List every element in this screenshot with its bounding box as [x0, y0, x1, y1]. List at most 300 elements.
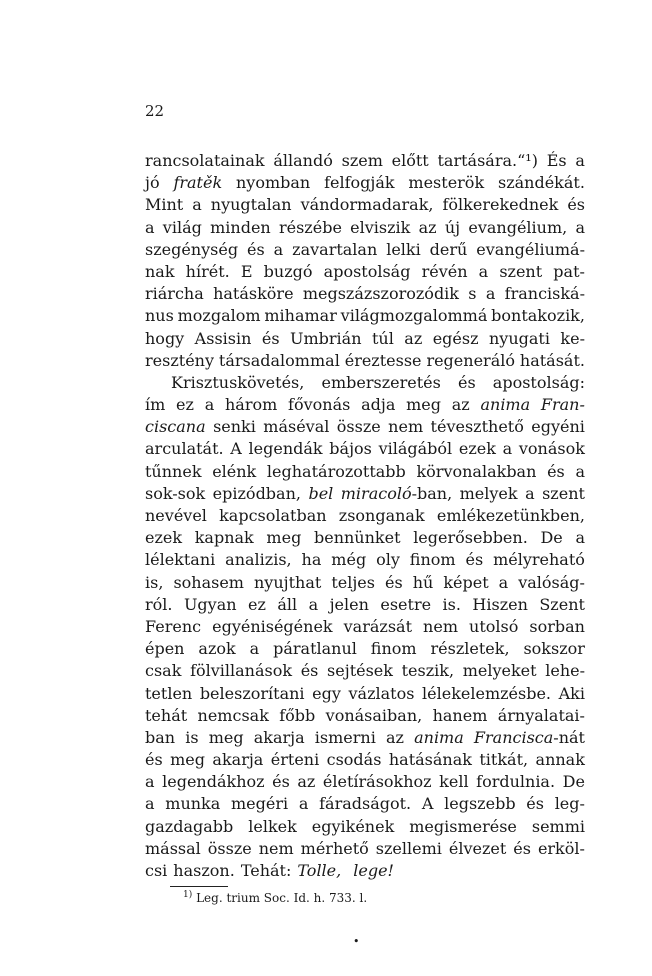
- word: [213, 416, 256, 438]
- word: [213, 483, 301, 505]
- word: [249, 438, 323, 460]
- word: [386, 727, 404, 749]
- word-part: a: [575, 461, 585, 481]
- word: [532, 816, 585, 838]
- word: [442, 194, 558, 216]
- word-part: fővonás: [288, 395, 351, 415]
- word-part: meg: [406, 395, 441, 415]
- word: [406, 394, 441, 416]
- word: [388, 416, 423, 438]
- word-part: Hiszen: [472, 594, 528, 614]
- word-part: a: [498, 572, 509, 592]
- word-part: jó: [145, 173, 160, 193]
- word-part: bel: [308, 483, 334, 503]
- word-part: miracoló: [340, 483, 412, 503]
- word-part: finom: [409, 550, 456, 570]
- word: [575, 461, 585, 483]
- word: [389, 749, 472, 771]
- word-part: és: [145, 750, 163, 770]
- word-part: nyugati: [488, 328, 550, 348]
- text-line: [145, 461, 585, 483]
- word: [372, 328, 394, 350]
- word: [433, 328, 479, 350]
- word: [264, 261, 313, 283]
- word-part: elénk: [212, 461, 257, 481]
- word-part: anima: [414, 727, 464, 747]
- word: [341, 305, 488, 327]
- word: [299, 793, 309, 815]
- word: [422, 683, 551, 705]
- text-line: [145, 549, 585, 571]
- word: [225, 394, 277, 416]
- word: [443, 594, 461, 616]
- word: [165, 793, 220, 815]
- word-part: elviszik: [350, 217, 411, 237]
- word-part: új: [444, 217, 461, 237]
- footnote-text: Leg. trium Soc. Id. h. 733. l.: [196, 891, 368, 905]
- word: [236, 172, 310, 194]
- word: [312, 683, 341, 705]
- word: [423, 616, 458, 638]
- word-part: pat-: [553, 261, 585, 281]
- word-part: lelki: [386, 239, 421, 259]
- word: [563, 771, 585, 793]
- word-part: arculatát.: [145, 439, 224, 459]
- word-part: -ban,: [411, 483, 453, 503]
- word: [531, 416, 585, 438]
- word: [327, 660, 393, 682]
- text-line: [145, 572, 585, 594]
- word-part: életírásokhoz: [322, 772, 432, 792]
- word: [267, 461, 406, 483]
- word: [145, 771, 155, 793]
- word: [505, 283, 585, 305]
- word-part: riárcha: [145, 284, 204, 304]
- word: [312, 816, 395, 838]
- word: [192, 194, 202, 216]
- word-part: társadalommal: [218, 350, 340, 370]
- word-part: sokszor: [523, 639, 585, 659]
- word-part: regeneráló: [426, 350, 515, 370]
- word: [499, 261, 542, 283]
- word: [499, 572, 509, 594]
- word: [560, 328, 585, 350]
- word: [545, 660, 585, 682]
- word: [225, 549, 291, 571]
- word: [575, 527, 585, 549]
- text-line: [145, 727, 585, 749]
- word: [210, 217, 271, 239]
- word-part: és: [465, 550, 484, 570]
- word: [273, 638, 357, 660]
- word-part: össze: [207, 838, 252, 858]
- word-part: evangéliumá-: [476, 239, 585, 259]
- word-part: melyek: [459, 483, 518, 503]
- word: [309, 594, 319, 616]
- word: [301, 838, 369, 860]
- word: [301, 194, 434, 216]
- word-part: leghatározottabb: [266, 461, 406, 481]
- word: [145, 150, 265, 172]
- word: [459, 438, 496, 460]
- word-part: világmozgalommá: [340, 306, 488, 326]
- word: [518, 572, 585, 594]
- word: [219, 350, 340, 372]
- word-part: felfogják: [324, 173, 395, 193]
- word: [262, 328, 280, 350]
- word: [468, 283, 476, 305]
- word-part: lélektani: [145, 550, 216, 570]
- word: [409, 816, 517, 838]
- word: [520, 350, 585, 372]
- word-part: hatásának: [388, 750, 472, 770]
- word-part: a: [298, 794, 309, 814]
- word: [145, 305, 174, 327]
- word-part: Ugyan: [183, 594, 237, 614]
- word: [190, 660, 292, 682]
- word-part: ismerni: [314, 727, 376, 747]
- word-part: sok-sok: [145, 483, 206, 503]
- word-part: lelkek: [248, 816, 297, 836]
- word: [301, 660, 319, 682]
- word-part: franciská-: [504, 284, 585, 304]
- word: [376, 838, 442, 860]
- text-line: [145, 838, 585, 860]
- word-part: az: [418, 217, 437, 237]
- word: [273, 150, 333, 172]
- word-part: apostolság:: [492, 372, 585, 392]
- text-line: [145, 217, 585, 239]
- word-part: a: [192, 195, 202, 215]
- word-part: kell: [439, 772, 469, 792]
- word-part: analizis,: [225, 550, 292, 570]
- word: [414, 727, 464, 749]
- word-part: szent: [542, 483, 585, 503]
- word-part: csak: [145, 661, 182, 681]
- word-part: részletek,: [430, 639, 510, 659]
- word-part: fölkerekednek: [442, 195, 559, 215]
- word: [145, 505, 207, 527]
- word-part: Fran-: [540, 395, 585, 415]
- word-part: Umbrián: [290, 328, 362, 348]
- word-part: előtt: [391, 151, 429, 170]
- word: [416, 461, 536, 483]
- word-part: a: [575, 151, 585, 170]
- word: [567, 194, 585, 216]
- footnote-rule: [170, 886, 228, 887]
- word: [145, 727, 175, 749]
- word-part: is,: [145, 572, 164, 592]
- word: [463, 660, 537, 682]
- word: [419, 217, 437, 239]
- word-part: a: [145, 772, 155, 792]
- word: [493, 372, 585, 394]
- word-part: a: [485, 284, 496, 304]
- word: [241, 261, 253, 283]
- word-part: és: [457, 372, 476, 392]
- word: [376, 549, 400, 571]
- word: [185, 727, 198, 749]
- word-part: És: [546, 151, 567, 170]
- word-part: hű: [412, 572, 434, 592]
- word: [342, 150, 383, 172]
- word: [145, 616, 201, 638]
- text-line: [145, 283, 585, 305]
- word-part: és: [300, 661, 319, 681]
- word-part: nyomban: [235, 173, 311, 193]
- word: [486, 283, 496, 305]
- word: [254, 572, 321, 594]
- bottom-mark: •: [353, 935, 360, 948]
- word-part: akarja: [253, 727, 305, 747]
- word-part: bontakozik,: [491, 306, 585, 326]
- word-part: leg-: [554, 794, 585, 814]
- word-part: sejtések: [327, 661, 393, 681]
- word: [350, 217, 410, 239]
- word: [200, 683, 305, 705]
- text-line: [145, 749, 585, 771]
- text-line: [145, 816, 585, 838]
- text-line: [145, 328, 585, 350]
- word-part: titkát,: [479, 750, 529, 770]
- text-line: [145, 793, 585, 815]
- word-part: hatásköre: [213, 284, 294, 304]
- word: [205, 394, 215, 416]
- text-line: [145, 771, 585, 793]
- word: [184, 594, 237, 616]
- word: [479, 749, 528, 771]
- word: [230, 438, 242, 460]
- word-part: az: [297, 772, 316, 792]
- word: [308, 483, 333, 505]
- word: [145, 172, 160, 194]
- word: [145, 416, 206, 438]
- word-part: bájos: [329, 439, 372, 459]
- word: [443, 572, 488, 594]
- word-part: melyeket: [462, 661, 537, 681]
- word: [426, 350, 515, 372]
- footnote: [183, 890, 367, 905]
- word-part: a: [273, 239, 284, 259]
- word-part: áll: [277, 594, 298, 614]
- word: [248, 594, 266, 616]
- word-part: anima: [480, 395, 531, 415]
- word: [274, 239, 284, 261]
- word-part: ról.: [145, 594, 173, 614]
- word: [145, 638, 184, 660]
- word-part: gazdagabb: [145, 816, 234, 836]
- word-part: és: [513, 838, 531, 858]
- word: [476, 771, 555, 793]
- word-part: ha: [301, 550, 322, 570]
- word-part: fölvillanások: [190, 661, 293, 681]
- word: [212, 461, 256, 483]
- word: [331, 549, 366, 571]
- text-line: [145, 860, 585, 882]
- word-part: egyéni: [531, 417, 585, 437]
- word: [479, 261, 489, 283]
- word: [145, 594, 172, 616]
- word: [145, 194, 183, 216]
- word-part: tartására.“¹): [437, 151, 538, 170]
- word: [345, 350, 422, 372]
- word-part: Francisca: [473, 727, 554, 747]
- word-part: derű: [429, 239, 468, 259]
- word-part: apostolság: [323, 261, 411, 281]
- word: [212, 616, 333, 638]
- word-part: még: [331, 550, 367, 570]
- word-part: tehát: [145, 705, 188, 725]
- word-part: ke-: [560, 328, 585, 348]
- word: [480, 394, 530, 416]
- word: [213, 283, 293, 305]
- word: [439, 771, 468, 793]
- word: [327, 749, 382, 771]
- word-part: csodás: [326, 750, 382, 770]
- word-part: lege!: [353, 861, 394, 880]
- word: [145, 283, 204, 305]
- word: [431, 416, 524, 438]
- word: [323, 771, 432, 793]
- word-part: Assisin: [194, 328, 252, 348]
- word-part: meg: [208, 727, 244, 747]
- word-part: meg: [266, 528, 302, 548]
- word-part: mérhető: [300, 838, 369, 858]
- word: [279, 217, 342, 239]
- word-part: hatását.: [519, 350, 585, 370]
- text-line: [145, 705, 585, 727]
- word: [145, 793, 155, 815]
- text-line: [145, 638, 585, 660]
- text-line: [145, 261, 585, 283]
- word-part: és: [247, 239, 265, 259]
- word-part: főbb: [279, 705, 316, 725]
- word-part: világából: [378, 439, 453, 459]
- word-part: nemcsak: [197, 705, 269, 725]
- word-part: páratlanul: [273, 639, 357, 659]
- word-part: adja: [361, 395, 396, 415]
- word: [314, 527, 401, 549]
- word: [541, 394, 585, 416]
- word-part: De: [540, 528, 563, 548]
- word-part: szent: [499, 261, 543, 281]
- word: [523, 638, 584, 660]
- text-line: [145, 483, 585, 505]
- word: [145, 261, 175, 283]
- word: [379, 438, 453, 460]
- word-part: Mint: [145, 195, 184, 215]
- word-part: három: [225, 395, 278, 415]
- word: [433, 705, 488, 727]
- word-part: azok: [198, 639, 236, 659]
- word-part: bennünket: [313, 528, 401, 548]
- word-part: beleszorítani: [199, 683, 305, 703]
- word: [491, 305, 585, 327]
- word-part: a: [249, 639, 260, 659]
- text-line: [145, 438, 585, 460]
- word: [145, 483, 205, 505]
- word: [493, 549, 585, 571]
- word: [302, 549, 322, 571]
- word-part: állandó: [273, 151, 333, 170]
- word-part: egy: [312, 683, 341, 703]
- word: [263, 416, 329, 438]
- word-part: nem: [388, 417, 424, 437]
- word: [438, 150, 538, 172]
- word-part: mesterök: [408, 173, 485, 193]
- word: [413, 572, 434, 594]
- word: [145, 461, 202, 483]
- word-part: a: [502, 439, 513, 459]
- text-line: [145, 416, 585, 438]
- word-part: resztény: [145, 350, 214, 370]
- text-line: [145, 683, 585, 705]
- word: [145, 705, 187, 727]
- word: [408, 172, 484, 194]
- word-part: ban: [145, 727, 176, 747]
- word-part: a: [575, 217, 585, 237]
- word-part: ez: [176, 395, 194, 415]
- word-part: s: [468, 284, 477, 304]
- word: [219, 505, 326, 527]
- word: [489, 328, 550, 350]
- word: [353, 860, 400, 882]
- word-part: esetre: [380, 594, 432, 614]
- word-part: Aki: [558, 683, 585, 703]
- word-part: zavartalan: [292, 239, 378, 259]
- word-part: kapcsolatban: [219, 506, 327, 525]
- word-part: De: [562, 772, 585, 792]
- word-part: Ferenc: [145, 616, 202, 636]
- word: [272, 771, 290, 793]
- word-part: egyéniségének: [212, 616, 333, 636]
- word-part: Tehát:: [240, 861, 292, 880]
- word-part: ciscana: [145, 417, 206, 437]
- word-part: fáradságot.: [319, 794, 412, 814]
- word: [145, 660, 181, 682]
- word-part: A: [230, 439, 242, 459]
- word: [209, 727, 244, 749]
- word-part: sohasem: [173, 572, 244, 592]
- word-part: nem: [423, 616, 458, 636]
- word: [553, 261, 585, 283]
- word: [195, 328, 252, 350]
- word: [212, 749, 263, 771]
- word: [542, 483, 585, 505]
- word-part: vonások: [518, 439, 585, 459]
- word: [519, 438, 585, 460]
- word-part: is: [185, 727, 199, 747]
- word-part: fordulnia.: [476, 772, 556, 792]
- word: [297, 771, 315, 793]
- word: [288, 394, 350, 416]
- word-part: mélyreható: [493, 550, 585, 570]
- word: [337, 416, 381, 438]
- word: [195, 527, 254, 549]
- word: [145, 572, 163, 594]
- word-part: rancsolatainak: [145, 151, 265, 170]
- word: [452, 394, 470, 416]
- word-part: mozgalom: [177, 306, 261, 326]
- text-line: [145, 239, 585, 261]
- word-part: szegénység: [145, 239, 239, 259]
- word-part: senki: [213, 417, 256, 437]
- word-part: ím: [145, 395, 166, 415]
- word: [145, 860, 167, 882]
- text-line: [145, 660, 585, 682]
- word: [208, 838, 252, 860]
- word: [445, 217, 460, 239]
